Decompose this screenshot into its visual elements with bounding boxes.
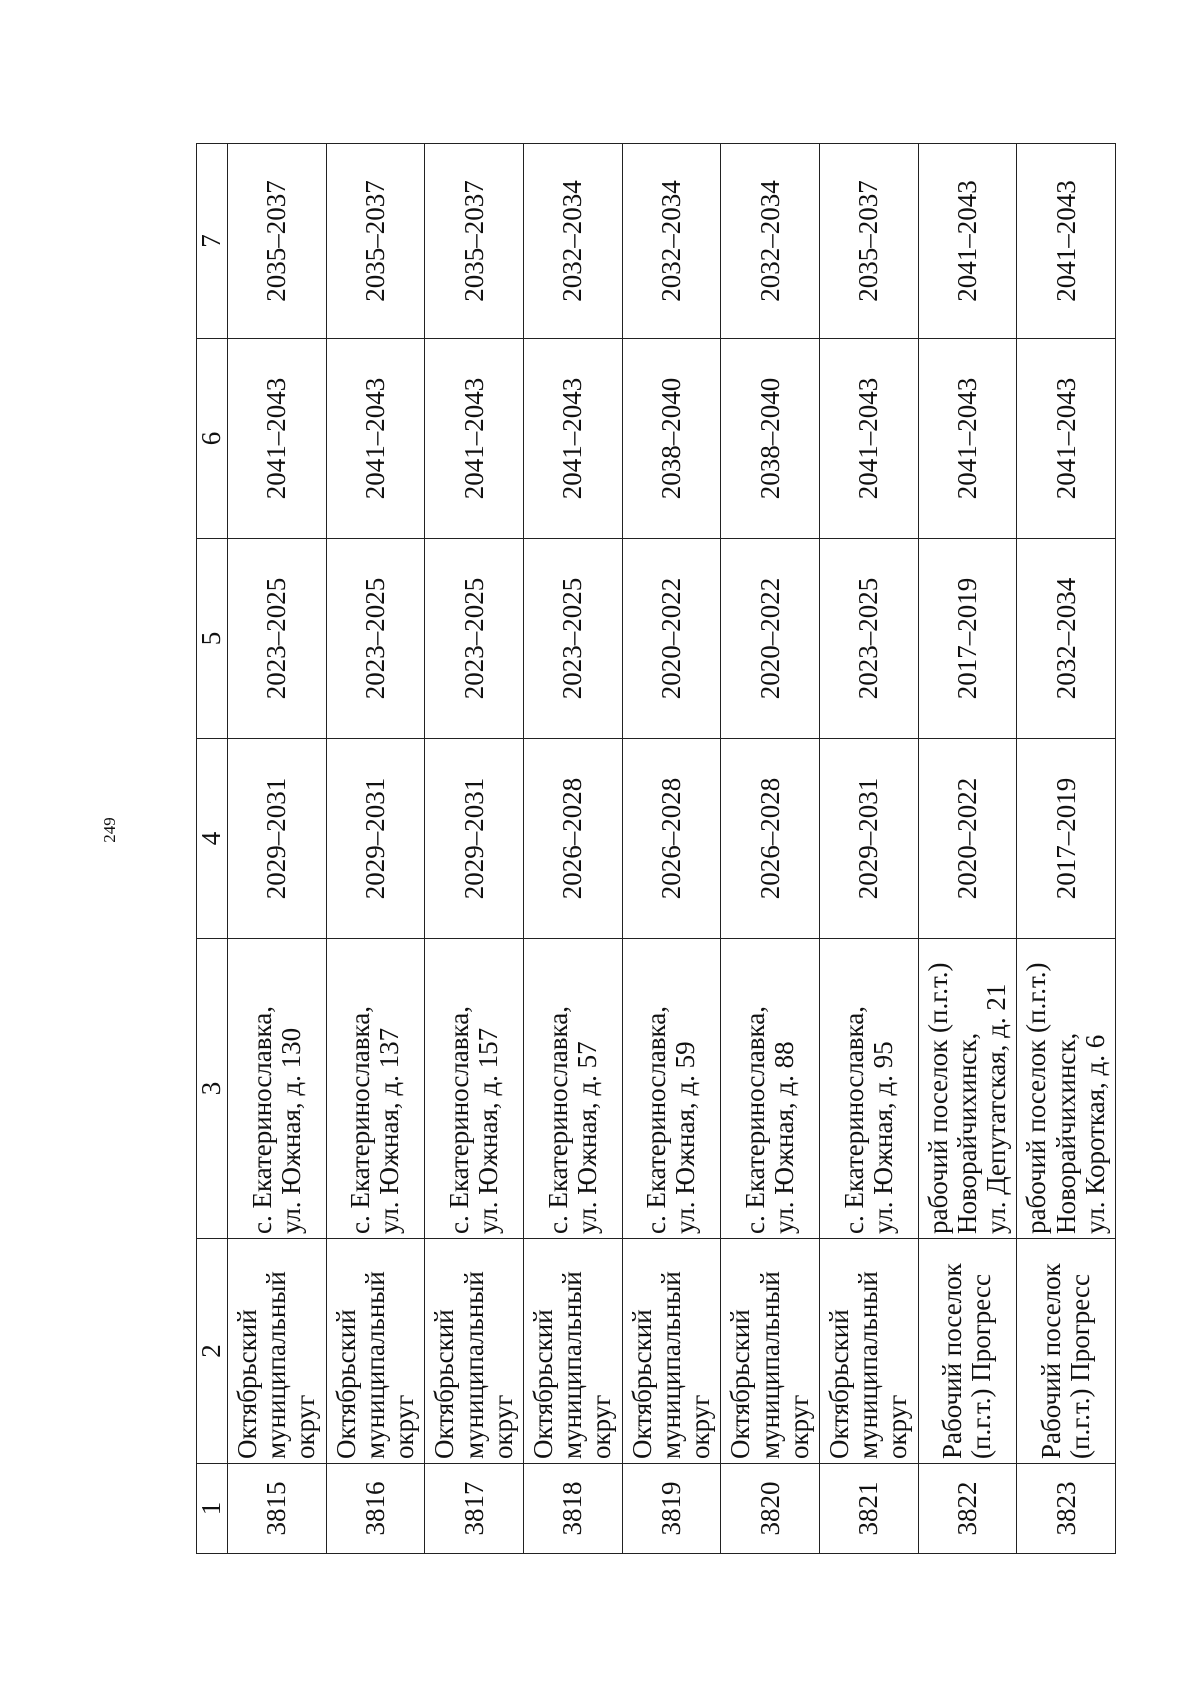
- cell-line: ул. Депутатская, д. 21: [981, 983, 1011, 1234]
- table-cell-col-2: [721, 1239, 820, 1464]
- table-row: [326, 144, 425, 1554]
- table-row: [918, 144, 1017, 1554]
- rotated-table-frame: [196, 144, 1116, 1554]
- table-cell-col-2: [425, 1239, 524, 1464]
- cell-line: (п.г.т.) Прогресс: [966, 1274, 997, 1459]
- table-cell-col-4: 2026–2028: [622, 739, 721, 939]
- header-cell-7: 7: [197, 144, 228, 339]
- table-cell-col-6: 2041–2043: [228, 339, 327, 539]
- cell-line: (п.г.т.) Прогресс: [1065, 1274, 1096, 1459]
- table-cell-col-7: 2032–2034: [622, 144, 721, 339]
- schedule-table-container: [196, 144, 1116, 1554]
- table-cell-col-4: 2029–2031: [819, 739, 918, 939]
- table-cell-col-5: 2020–2022: [721, 539, 820, 739]
- table-cell-col-4: 2029–2031: [326, 739, 425, 939]
- table-cell-col-1: 3819: [622, 1464, 721, 1554]
- cell-line: муниципальный: [557, 1271, 588, 1459]
- table-cell-col-3: [918, 939, 1017, 1239]
- table-body: [228, 144, 1116, 1554]
- table-row: [721, 144, 820, 1554]
- table-cell-col-2: [326, 1239, 425, 1464]
- table-cell-col-6: 2041–2043: [819, 339, 918, 539]
- cell-line: ул. Южная, д. 57: [571, 1041, 602, 1234]
- table-cell-col-5: 2032–2034: [1017, 539, 1116, 739]
- table-cell-col-6: 2041–2043: [326, 339, 425, 539]
- header-cell-5: 5: [197, 539, 228, 739]
- table-cell-col-6: 2041–2043: [918, 339, 1017, 539]
- table-cell-col-7: 2035–2037: [425, 144, 524, 339]
- cell-line: муниципальный: [754, 1271, 785, 1459]
- cell-line: округ: [586, 1394, 617, 1459]
- cell-line: муниципальный: [261, 1271, 292, 1459]
- table-row: [622, 144, 721, 1554]
- table-cell-col-1: 3821: [819, 1464, 918, 1554]
- cell-line: Рабочий поселок: [937, 1263, 968, 1459]
- cell-line: с. Екатеринославка,: [345, 1006, 376, 1234]
- table-cell-col-1: 3817: [425, 1464, 524, 1554]
- table-cell-col-4: 2029–2031: [425, 739, 524, 939]
- cell-line: ул. Южная, д. 157: [473, 1027, 504, 1234]
- cell-line: муниципальный: [359, 1271, 390, 1459]
- table-cell-col-3: [721, 939, 820, 1239]
- table-cell-col-6: 2038–2040: [721, 339, 820, 539]
- table-cell-col-3: [523, 939, 622, 1239]
- cell-line: округ: [389, 1394, 420, 1459]
- table-cell-col-7: 2041–2043: [1017, 144, 1116, 339]
- table-row: [819, 144, 918, 1554]
- table-cell-col-2: [523, 1239, 622, 1464]
- table-cell-col-6: 2041–2043: [425, 339, 524, 539]
- table-cell-col-6: 2038–2040: [622, 339, 721, 539]
- table-cell-col-5: 2023–2025: [326, 539, 425, 739]
- table-cell-col-3: [819, 939, 918, 1239]
- cell-line: округ: [290, 1394, 321, 1459]
- cell-line: Рабочий поселок: [1035, 1263, 1066, 1459]
- cell-line: с. Екатеринославка,: [641, 1006, 672, 1234]
- table-cell-col-4: 2026–2028: [721, 739, 820, 939]
- table-row: [1017, 144, 1116, 1554]
- header-cell-3: 3: [197, 939, 228, 1239]
- table-cell-col-4: 2020–2022: [918, 739, 1017, 939]
- table-cell-col-3: [622, 939, 721, 1239]
- table-cell-col-2: [819, 1239, 918, 1464]
- table-cell-col-1: 3816: [326, 1464, 425, 1554]
- table-cell-col-5: 2023–2025: [523, 539, 622, 739]
- cell-line: ул. Короткая, д. 6: [1079, 1034, 1110, 1234]
- table-cell-col-7: 2035–2037: [819, 144, 918, 339]
- cell-line: Новорайчихинск,: [1050, 1032, 1081, 1234]
- cell-line: с. Екатеринославка,: [246, 1006, 277, 1234]
- table-row: [523, 144, 622, 1554]
- cell-line: с. Екатеринославка,: [443, 1006, 474, 1234]
- table-cell-col-1: 3815: [228, 1464, 327, 1554]
- cell-line: Октябрьский: [528, 1309, 559, 1459]
- table-row: [228, 144, 327, 1554]
- cell-line: округ: [783, 1394, 814, 1459]
- table-cell-col-2: [228, 1239, 327, 1464]
- cell-line: Новорайчихинск,: [951, 1032, 982, 1234]
- table-cell-col-5: 2017–2019: [918, 539, 1017, 739]
- cell-line: с. Екатеринославка,: [838, 1006, 869, 1234]
- table-cell-col-6: 2041–2043: [523, 339, 622, 539]
- cell-line: ул. Южная, д. 137: [374, 1027, 405, 1234]
- table-cell-col-5: 2023–2025: [819, 539, 918, 739]
- table-cell-col-7: 2032–2034: [721, 144, 820, 339]
- table-cell-col-6: 2041–2043: [1017, 339, 1116, 539]
- table-cell-col-7: 2032–2034: [523, 144, 622, 339]
- cell-line: с. Екатеринославка,: [542, 1006, 573, 1234]
- table-cell-col-7: 2035–2037: [326, 144, 425, 339]
- table-cell-col-7: 2041–2043: [918, 144, 1017, 339]
- cell-line: муниципальный: [655, 1271, 686, 1459]
- cell-line: округ: [487, 1394, 518, 1459]
- cell-line: с. Екатеринославка,: [739, 1006, 770, 1234]
- table-cell-col-1: 3818: [523, 1464, 622, 1554]
- table-cell-col-2: [1017, 1239, 1116, 1464]
- table-cell-col-1: 3820: [721, 1464, 820, 1554]
- cell-line: рабочий поселок (п.г.т.): [922, 962, 953, 1234]
- cell-line: муниципальный: [853, 1271, 884, 1459]
- header-cell-6: 6: [197, 339, 228, 539]
- table-cell-col-3: [228, 939, 327, 1239]
- table-cell-col-7: 2035–2037: [228, 144, 327, 339]
- table-cell-col-3: [1017, 939, 1116, 1239]
- cell-line: округ: [882, 1394, 913, 1459]
- table-cell-col-3: [425, 939, 524, 1239]
- header-row: [197, 144, 228, 1554]
- cell-line: Октябрьский: [232, 1309, 263, 1459]
- table-cell-col-2: [918, 1239, 1017, 1464]
- cell-line: ул. Южная, д. 88: [769, 1041, 800, 1234]
- cell-line: Октябрьский: [429, 1309, 460, 1459]
- cell-line: ул. Южная, д. 130: [275, 1027, 306, 1234]
- table-cell-col-3: [326, 939, 425, 1239]
- table-cell-col-1: 3823: [1017, 1464, 1116, 1554]
- schedule-table: [196, 143, 1116, 1554]
- header-cell-4: 4: [197, 739, 228, 939]
- table-cell-col-5: 2023–2025: [425, 539, 524, 739]
- header-cell-1: 1: [197, 1464, 228, 1554]
- cell-line: округ: [685, 1394, 716, 1459]
- cell-line: Октябрьский: [626, 1309, 657, 1459]
- page-number: 249: [100, 817, 119, 843]
- cell-line: ул. Южная, д. 95: [867, 1041, 898, 1234]
- header-cell-2: 2: [197, 1239, 228, 1464]
- table-cell-col-4: 2029–2031: [228, 739, 327, 939]
- table-cell-col-1: 3822: [918, 1464, 1017, 1554]
- table-cell-col-4: 2017–2019: [1017, 739, 1116, 939]
- cell-line: ул. Южная, д. 59: [670, 1041, 701, 1234]
- table-cell-col-2: [622, 1239, 721, 1464]
- cell-line: муниципальный: [458, 1271, 489, 1459]
- cell-line: Октябрьский: [725, 1309, 756, 1459]
- table-cell-col-5: 2020–2022: [622, 539, 721, 739]
- cell-line: Октябрьский: [330, 1309, 361, 1459]
- table-cell-col-4: 2026–2028: [523, 739, 622, 939]
- cell-line: рабочий поселок (п.г.т.): [1021, 962, 1052, 1234]
- table-row: [425, 144, 524, 1554]
- table-cell-col-5: 2023–2025: [228, 539, 327, 739]
- cell-line: Октябрьский: [824, 1309, 855, 1459]
